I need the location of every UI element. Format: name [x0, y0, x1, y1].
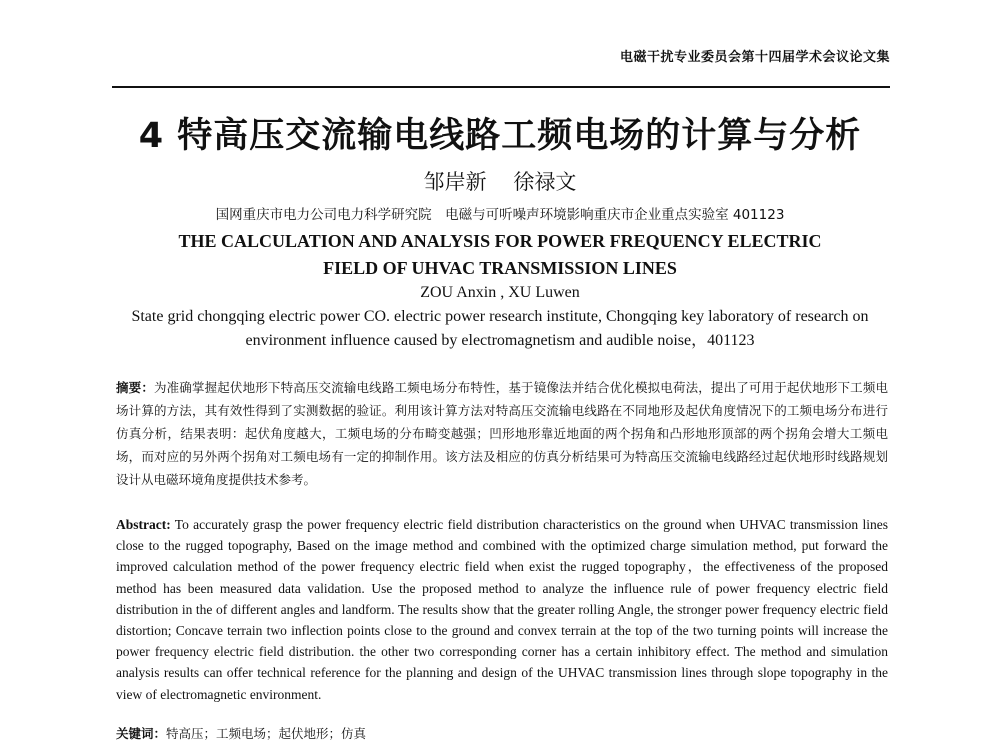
- paper-title-en: [0, 228, 1000, 282]
- proceedings-header: 电磁干扰专业委员会第十四届学术会议论文集: [619, 50, 890, 65]
- keywords-label: 关键词：: [116, 726, 167, 741]
- abstract-cn: [116, 376, 888, 491]
- keywords: [116, 724, 888, 742]
- affiliation-en: State grid chongqing electric power CO. electric power research institute, Chongqing key laboratory of research on environment influence caused by electromagnetism and audible noise，401123: [131, 308, 869, 349]
- title-en-line2: FIELD OF UHVAC TRANSMISSION LINES: [323, 258, 677, 278]
- abstract-en: [116, 514, 888, 705]
- abstract-cn-text: 为准确掌握起伏地形下特高压交流输电线路工频电场分布特性，基于镜像法并结合优化模拟电荷法，提出了可用于起伏地形下工频电场计算的方法，其有效性得到了实测数据的验证。利用该计算方法对特高压交流输电线路在不同地形及起伏角度情况下的工频电场分布进行仿真分析，结果表明：起伏角度越大，工频电场的分布畸变越强；凹形地形靠近地面的两个拐角和凸形地形顶部的两个拐角会增大工频电场，而对应的另外两个拐角对工频电场有一定的抑制作用。该方法及相应的仿真分析结果可为特高压交流输电线路经过起伏地形时线路规划设计从电磁环境角度提供技术参考。: [116, 380, 888, 487]
- affiliation-cn: 国网重庆市电力公司电力科学研究院 电磁与可听噪声环境影响重庆市企业重点实验室 401123: [215, 207, 785, 223]
- paper-title-cn: 4 特高压交流输电线路工频电场的计算与分析: [138, 116, 862, 156]
- abstract-en-text: To accurately grasp the power frequency electric field distribution characteristics on the ground when UHVAC transmission lines close to the rugged topography, Based on the image method and combined with the optimized charge simulation method, put forward the improved calculation method of the power frequency electric field when exist the rugged topography，the effectiveness of the proposed method has been measured data validation. Use the proposed method to analyze the influence rule of power frequency electric field distribution in the of different angles and landform. The results show that the greater rolling Angle, the stronger power frequency electric field distortion; Concave terrain two inflection points close to the ground and convex terrain at the top of the two turning points will increase the power frequency electric field distribution. the other two corresponding corner has a certain inhibitory effect. The method and simulation analysis results can offer technical reference for the planning and design of the UHVAC transmission lines through slope topography in the view of electromagnetic environment.: [116, 517, 888, 702]
- abstract-cn-label: 摘要：: [116, 380, 154, 395]
- authors-en: ZOU Anxin , XU Luwen: [420, 284, 580, 301]
- keywords-text: 特高压；工频电场；起伏地形；仿真: [166, 726, 367, 741]
- title-en-line1: THE CALCULATION AND ANALYSIS FOR POWER FREQUENCY ELECTRIC: [178, 231, 822, 251]
- authors-cn: 邹岸新 徐禄文: [423, 170, 577, 194]
- header-rule: [112, 86, 890, 88]
- abstract-en-label: Abstract:: [116, 517, 171, 532]
